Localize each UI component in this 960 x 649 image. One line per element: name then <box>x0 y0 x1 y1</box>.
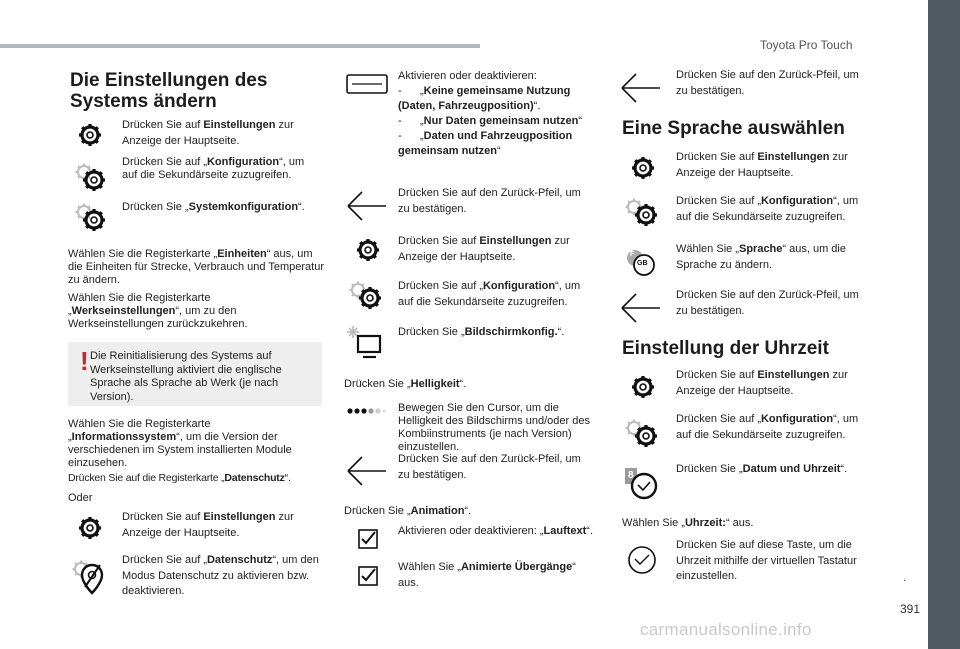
title-line-2: Systems ändern <box>70 91 217 112</box>
para-units: Wählen Sie die Registerkarte „Einheiten“ aus, um die Einheiten für Strecke, Verbrauch und Temperatur zu ändern. <box>68 248 325 286</box>
warning-exclamation-icon: ! <box>80 346 89 376</box>
step-language: Wählen Sie „Sprache“ aus, um die Sprache zu ändern. <box>676 243 846 271</box>
settings-icon <box>76 514 104 542</box>
step-animation: Drücken Sie „Animation“. <box>344 505 472 517</box>
step-back-top: Drücken Sie auf den Zurück-Pfeil, um zu bestätigen. <box>676 69 859 97</box>
badge-eight: 8 <box>628 470 634 481</box>
oder-label: Oder <box>68 492 93 504</box>
step-lang-back: Drücken Sie auf den Zurück-Pfeil, um zu bestätigen. <box>676 289 859 317</box>
settings-icon <box>629 154 657 182</box>
checkbox-icon <box>358 529 378 549</box>
flag-gb-label: GB <box>637 260 648 267</box>
header-brand: Toyota Pro Touch <box>760 38 853 52</box>
back-arrow-icon <box>620 72 662 104</box>
toggle-icon <box>346 74 388 94</box>
option-1: - „Keine gemeinsame Nutzung (Daten, Fahrzeugposition)“. <box>398 85 571 112</box>
toggle-intro: Aktivieren oder deaktivieren: <box>398 70 537 82</box>
settings-icon <box>76 121 104 149</box>
configuration-icon <box>346 278 382 312</box>
configuration-icon <box>622 416 660 450</box>
privacy-icon <box>70 557 108 597</box>
flag-f-label: F <box>630 251 635 258</box>
step-lang-configuration: Drücken Sie auf „Konfiguration“, um auf die Sekundärseite zuzugreifen. <box>676 195 859 223</box>
step-lang-settings: Drücken Sie auf Einstellungen zur Anzeige der Hauptseite. <box>676 151 848 179</box>
para-privacy-tab: Drücken Sie auf die Registerkarte „Datenschutz“. <box>68 472 291 484</box>
step-time-configuration: Drücken Sie auf „Konfiguration“, um auf die Sekundärseite zuzugreifen. <box>676 413 859 441</box>
section-title-language: Eine Sprache auswählen <box>622 118 845 139</box>
step-lauftext: Aktivieren oder deaktivieren: „Lauftext“. <box>398 525 594 537</box>
back-arrow-icon <box>346 455 388 487</box>
back-arrow-icon <box>346 190 388 222</box>
step-settings: Drücken Sie auf Einstellungen zur Anzeige der Hauptseite. <box>122 119 294 147</box>
system-configuration-icon <box>72 200 108 234</box>
step-back-2: Drücken Sie auf den Zurück-Pfeil, um zu bestätigen. <box>398 453 581 481</box>
step-settings-c2: Drücken Sie auf Einstellungen zur Anzeige der Hauptseite. <box>398 235 570 263</box>
header-rule <box>0 44 480 48</box>
step-privacy: Drücken Sie auf „Datenschutz“, um den Modus Datenschutz zu aktivieren bzw. deaktivieren. <box>122 554 319 597</box>
checkbox-icon <box>358 566 378 586</box>
step-configuration: Drücken Sie auf „Konfiguration“, um auf die Sekundärseite zuzugreifen. <box>122 156 305 181</box>
clock-check-icon <box>626 544 658 576</box>
option-2: - „Nur Daten gemeinsam nutzen“ <box>398 115 582 127</box>
screen-config-icon <box>344 324 384 360</box>
step-select-time: Wählen Sie „Uhrzeit:“ aus. <box>622 517 754 529</box>
step-animated-transitions: Wählen Sie „Animierte Übergänge“ aus. <box>398 561 576 589</box>
settings-icon <box>354 236 382 264</box>
step-system-configuration: Drücken Sie „Systemkonfiguration“. <box>122 201 305 213</box>
step-back: Drücken Sie auf den Zurück-Pfeil, um zu bestätigen. <box>398 187 581 215</box>
step-date-time: Drücken Sie „Datum und Uhrzeit“. <box>676 463 848 475</box>
page-number: 391 <box>899 602 920 616</box>
configuration-icon <box>72 160 108 194</box>
note-text: Die Reinitialisierung des Systems auf Werkseinstellung aktiviert die englische Sprache als Sprache ab Werk (je nach Version). <box>90 350 282 403</box>
para-factory-settings: Wählen Sie die Registerkarte „Werkseinstellungen“, um zu den Werkseinstellungen zurückzukehren. <box>68 292 248 330</box>
para-info-system: Wählen Sie die Registerkarte „Informationssystem“, um die Version der verschiedenen im System installierten Module einzusehen. <box>68 418 292 469</box>
back-arrow-icon <box>620 292 662 324</box>
title-line-1: Die Einstellungen des <box>70 70 268 91</box>
section-title-time: Einstellung der Uhrzeit <box>622 338 829 359</box>
step-cursor: Bewegen Sie den Cursor, um die Helligkeit des Bildschirms und/oder des Kombiinstruments (je nach Version) einzustellen. <box>398 402 590 453</box>
watermark: carmanualsonline.info <box>640 620 812 639</box>
step-configuration-c2: Drücken Sie auf „Konfiguration“, um auf die Sekundärseite zuzugreifen. <box>398 280 581 308</box>
page-edge-tab <box>928 0 960 649</box>
step-time-settings: Drücken Sie auf Einstellungen zur Anzeige der Hauptseite. <box>676 369 848 397</box>
settings-icon <box>629 373 657 401</box>
step-screen-config: Drücken Sie „Bildschirmkonfig.“. <box>398 326 565 338</box>
step-brightness: Drücken Sie „Helligkeit“. <box>344 378 467 390</box>
configuration-icon <box>622 195 660 229</box>
continue-mark: . <box>903 570 907 584</box>
brightness-slider-icon <box>346 404 386 418</box>
step-virtual-keyboard: Drücken Sie auf diese Taste, um die Uhrzeit mithilfe der virtuellen Tastatur einzustellen. <box>676 539 857 582</box>
option-list <box>398 84 594 159</box>
option-3: - „Daten und Fahrzeugposition gemeinsam nutzen“ <box>398 130 573 157</box>
step-settings-2: Drücken Sie auf Einstellungen zur Anzeige der Hauptseite. <box>122 511 294 539</box>
section-title-system <box>70 70 330 112</box>
